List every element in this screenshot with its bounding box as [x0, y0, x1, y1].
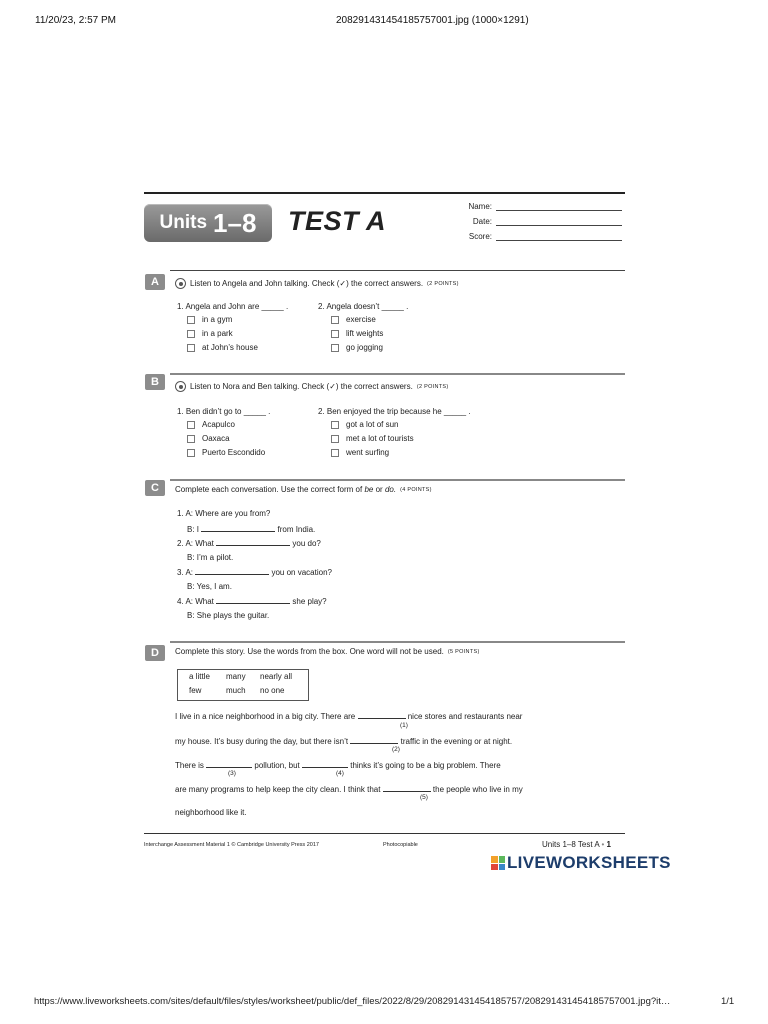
- section-c-rule: [170, 479, 625, 481]
- a-q1: 1. Angela and John are _____ .: [177, 302, 289, 311]
- story-line5: neighborhood like it.: [175, 808, 247, 817]
- section-b-rule: [170, 373, 625, 375]
- word-box-word: nearly all: [260, 672, 293, 681]
- word-box-word: many: [226, 672, 246, 681]
- audio-icon[interactable]: [175, 381, 186, 392]
- checkbox[interactable]: [187, 344, 195, 352]
- c-line8: B: She plays the guitar.: [187, 611, 270, 620]
- c-line7: 4. A: What she play?: [177, 597, 327, 606]
- answer-blank[interactable]: [206, 760, 252, 768]
- audio-icon[interactable]: [175, 278, 186, 289]
- word-box-word: a little: [189, 672, 210, 681]
- name-label: Name:: [468, 202, 492, 211]
- date-line[interactable]: [496, 217, 622, 226]
- answer-blank[interactable]: [201, 524, 275, 532]
- word-box-word: few: [189, 686, 202, 695]
- b-q1: 1. Ben didn’t go to _____ .: [177, 407, 271, 416]
- a-q1-opt2: in a park: [202, 329, 233, 338]
- liveworksheets-icon: [491, 856, 505, 870]
- answer-blank[interactable]: [383, 784, 431, 792]
- answer-blank[interactable]: [195, 567, 269, 575]
- section-b-text: Listen to Nora and Ben talking. Check (✓) the correct answers.: [190, 382, 413, 391]
- section-a-badge: A: [145, 274, 165, 290]
- blank-number: (1): [400, 722, 408, 729]
- c-line4: B: I’m a pilot.: [187, 553, 234, 562]
- section-c-instruction: [175, 485, 432, 494]
- score-line[interactable]: [496, 232, 622, 241]
- story-line1: I live in a nice neighborhood in a big city. There are nice stores and restaurants near: [175, 712, 523, 721]
- c-line2: B: I from India.: [187, 525, 316, 534]
- name-field[interactable]: [460, 202, 622, 211]
- score-label: Score:: [468, 232, 492, 241]
- section-c-points: (4 POINTS): [400, 486, 432, 493]
- section-b-points: (2 POINTS): [416, 383, 449, 390]
- section-b-badge: B: [145, 374, 165, 390]
- story-line4: are many programs to help keep the city clean. I think that the people who live in my: [175, 785, 523, 794]
- answer-blank[interactable]: [216, 596, 290, 604]
- liveworksheets-logo[interactable]: [491, 853, 671, 873]
- a-q2-opt1: exercise: [346, 315, 376, 324]
- blank-number: (4): [336, 770, 344, 777]
- answer-blank[interactable]: [358, 711, 406, 719]
- checkbox[interactable]: [331, 435, 339, 443]
- c-line5: 3. A: you on vacation?: [177, 568, 332, 577]
- section-c-badge: C: [145, 480, 165, 496]
- b-q1-opt1: Acapulco: [202, 420, 235, 429]
- section-d-points: (5 POINTS): [447, 648, 480, 655]
- footer-credit: Interchange Assessment Material 1 © Cambridge University Press 2017: [144, 842, 319, 848]
- answer-blank[interactable]: [350, 736, 398, 744]
- c-line6: B: Yes, I am.: [187, 582, 232, 591]
- checkbox[interactable]: [331, 330, 339, 338]
- b-q1-opt2: Oaxaca: [202, 434, 230, 443]
- section-d-text: Complete this story. Use the words from the box. One word will not be used.: [175, 647, 444, 656]
- a-q1-opt1: in a gym: [202, 315, 233, 324]
- blank-number: (5): [420, 794, 428, 801]
- word-box-word: much: [226, 686, 246, 695]
- footer-rule: [144, 833, 625, 834]
- c-line1: 1. A: Where are you from?: [177, 509, 271, 518]
- answer-blank[interactable]: [302, 760, 348, 768]
- a-q2-opt3: go jogging: [346, 343, 383, 352]
- test-title: TEST A: [288, 206, 387, 236]
- date-field[interactable]: [460, 217, 622, 226]
- units-badge: [144, 204, 272, 242]
- blank-number: (2): [392, 746, 400, 753]
- checkbox[interactable]: [331, 344, 339, 352]
- story-line2: my house. It’s busy during the day, but there isn’t traffic in the evening or at night.: [175, 737, 513, 746]
- c-instr-be: be: [364, 485, 374, 494]
- section-d-instruction: [175, 647, 480, 656]
- section-d-badge: D: [145, 645, 165, 661]
- word-box-word: no one: [260, 686, 285, 695]
- answer-blank[interactable]: [216, 538, 290, 546]
- checkbox[interactable]: [187, 449, 195, 457]
- footer-photocopiable: Photocopiable: [383, 842, 418, 848]
- b-q2-opt1: got a lot of sun: [346, 420, 399, 429]
- c-instr-pre: Complete each conversation. Use the correct form of: [175, 485, 363, 494]
- checkbox[interactable]: [331, 449, 339, 457]
- print-datetime: 11/20/23, 2:57 PM: [35, 15, 116, 26]
- units-number: 1–8: [213, 207, 257, 238]
- units-word: Units: [159, 212, 208, 233]
- name-line[interactable]: [496, 202, 622, 211]
- date-label: Date:: [472, 217, 492, 226]
- c-instr-do: do.: [384, 485, 397, 494]
- checkbox[interactable]: [331, 421, 339, 429]
- checkbox[interactable]: [331, 316, 339, 324]
- score-field[interactable]: [460, 232, 622, 241]
- print-page-count: 1/1: [721, 996, 735, 1007]
- section-b-instruction: [175, 381, 449, 392]
- footer-page-label: Units 1–8 Test A • 1: [542, 840, 611, 849]
- c-instr-or: or: [375, 485, 383, 494]
- print-file-title: 20829143145418575​7001.jpg (1000×1291): [336, 15, 529, 26]
- section-a-points: (2 POINTS): [427, 280, 459, 287]
- section-d-rule: [170, 641, 625, 643]
- checkbox[interactable]: [187, 316, 195, 324]
- section-a-instruction: [175, 278, 459, 289]
- a-q2: 2. Angela doesn’t _____ .: [318, 302, 409, 311]
- top-rule: [144, 192, 625, 194]
- story-line3: There is pollution, but thinks it’s going to be a big problem. There: [175, 761, 501, 770]
- checkbox[interactable]: [187, 421, 195, 429]
- blank-number: (3): [228, 770, 236, 777]
- b-q2-opt3: went surfing: [346, 448, 390, 457]
- checkbox[interactable]: [187, 330, 195, 338]
- section-a-text: Listen to Angela and John talking. Check (✓) the correct answers.: [190, 279, 424, 288]
- print-url: https://www.liveworksheets.com/sites/default/files/styles/worksheet/public/def_files/2022/8/29/20829143145418575​7/20829143145418575​7001.jpg?it…: [34, 996, 671, 1007]
- section-c-text: [175, 485, 396, 494]
- checkbox[interactable]: [187, 435, 195, 443]
- liveworksheets-text: LIVEWORKSHEETS: [507, 853, 671, 872]
- a-q1-opt3: at John’s house: [202, 343, 258, 352]
- c-line3: 2. A: What you do?: [177, 539, 321, 548]
- a-q2-opt2: lift weights: [346, 329, 384, 338]
- section-a-rule: [170, 270, 625, 271]
- b-q1-opt3: Puerto Escondido: [202, 448, 266, 457]
- b-q2: 2. Ben enjoyed the trip because he _____ .: [318, 407, 471, 416]
- b-q2-opt2: met a lot of tourists: [346, 434, 414, 443]
